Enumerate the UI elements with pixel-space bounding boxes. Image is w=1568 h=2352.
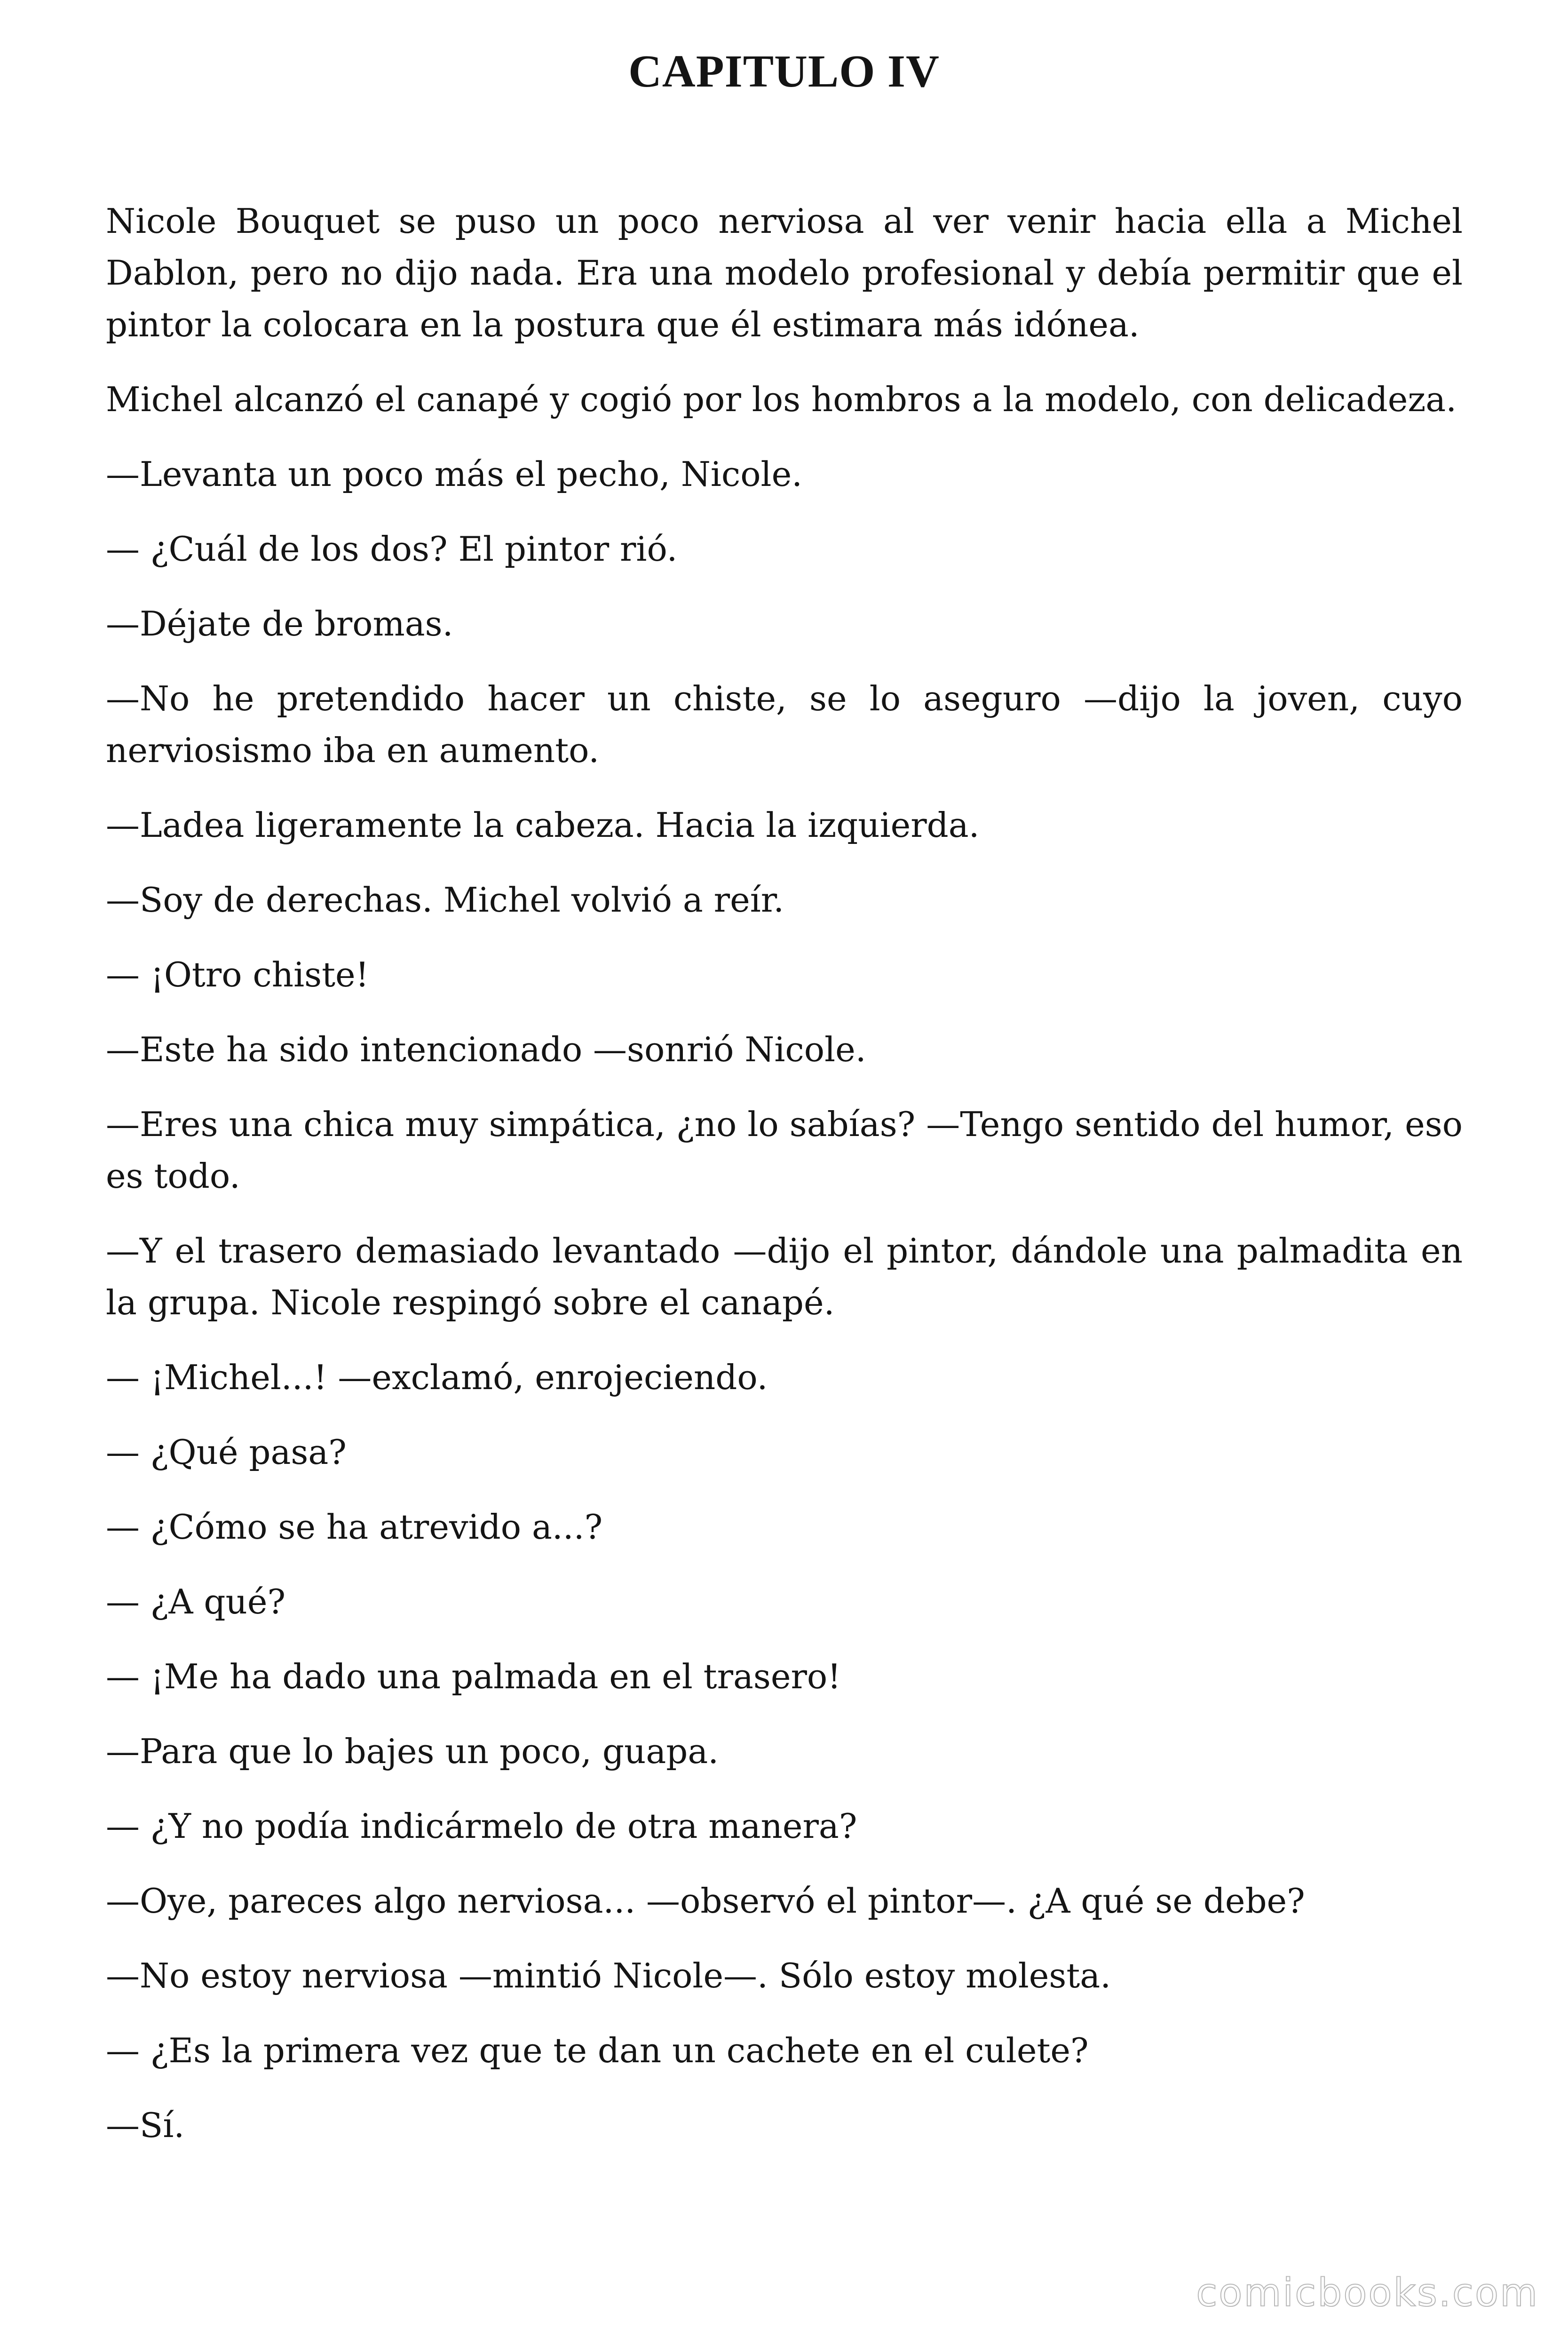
paragraph: — ¿Cuál de los dos? El pintor rió. bbox=[106, 529, 678, 569]
paragraph: —Oye, pareces algo nerviosa... —observó el pintor—. ¿A qué se debe? bbox=[106, 1881, 1305, 1921]
paragraph: — ¿Cómo se ha atrevido a...? bbox=[106, 1507, 603, 1547]
paragraph: — ¿A qué? bbox=[106, 1582, 286, 1621]
paragraph: —Sí. bbox=[106, 2106, 185, 2145]
paragraph: — ¡Me ha dado una palmada en el trasero! bbox=[106, 1657, 841, 1696]
paragraph: —Eres una chica muy simpática, ¿no lo sabías? —Tengo sentido del humor, eso es todo. bbox=[106, 1104, 1463, 1196]
chapter-title: CAPITULO IV bbox=[628, 46, 940, 97]
paragraph: —Para que lo bajes un poco, guapa. bbox=[106, 1732, 719, 1771]
paragraph: —Levanta un poco más el pecho, Nicole. bbox=[106, 454, 803, 494]
paragraph: —No estoy nerviosa —mintió Nicole—. Sólo estoy molesta. bbox=[106, 1956, 1111, 1995]
body-text bbox=[106, 195, 1463, 2174]
watermark: comicbooks.com bbox=[1196, 2271, 1539, 2315]
paragraph: —Déjate de bromas. bbox=[106, 604, 453, 644]
paragraph: Michel alcanzó el canapé y cogió por los hombros a la modelo, con delicadeza. bbox=[106, 380, 1457, 419]
paragraph: — ¡Michel...! —exclamó, enrojeciendo. bbox=[106, 1358, 768, 1397]
paragraph: — ¿Y no podía indicármelo de otra manera? bbox=[106, 1806, 857, 1846]
paragraph: —Y el trasero demasiado levantado —dijo el pintor, dándole una palmadita en la grupa. Nicole respingó sobre el canapé. bbox=[106, 1231, 1463, 1322]
paragraph: — ¡Otro chiste! bbox=[106, 955, 369, 994]
paragraph: — ¿Es la primera vez que te dan un cachete en el culete? bbox=[106, 2031, 1089, 2070]
paragraph: Nicole Bouquet se puso un poco nerviosa al ver venir hacia ella a Michel Dablon, pero no dijo nada. Era una modelo profesional y debía permitir que el pintor la colocara en la postura que él estimara más idónea. bbox=[106, 201, 1463, 344]
paragraph: — ¿Qué pasa? bbox=[106, 1432, 347, 1472]
paragraph: —Este ha sido intencionado —sonrió Nicole. bbox=[106, 1030, 866, 1069]
paragraph: —Soy de derechas. Michel volvió a reír. bbox=[106, 880, 784, 920]
paragraph: —No he pretendido hacer un chiste, se lo aseguro —dijo la joven, cuyo nerviosismo iba en aumento. bbox=[106, 679, 1463, 770]
paragraph: —Ladea ligeramente la cabeza. Hacia la izquierda. bbox=[106, 805, 980, 845]
